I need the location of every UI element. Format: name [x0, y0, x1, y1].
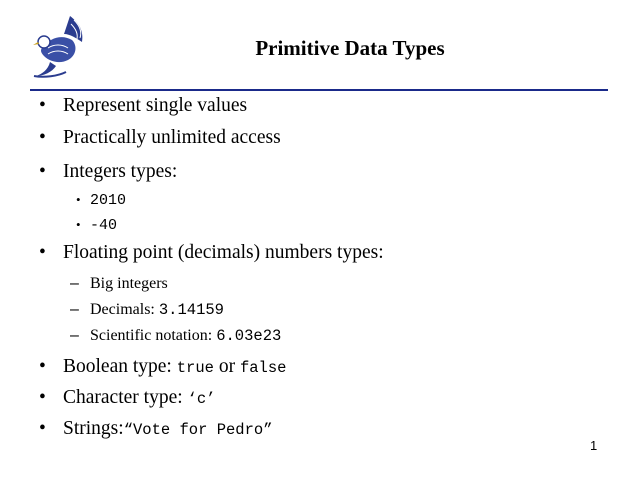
dash-icon: – — [70, 327, 79, 344]
bullet-label: Strings: — [63, 418, 124, 439]
code-value: 6.03e23 — [216, 327, 282, 345]
bullet-boolean-type — [39, 356, 286, 378]
code-value: ‘c’ — [187, 390, 216, 408]
sub-bullet-decimals — [70, 301, 224, 319]
bullet-dot-icon: • — [39, 161, 46, 182]
bullet-dot-icon: • — [39, 418, 46, 439]
code-value: -40 — [90, 217, 118, 234]
code-value: true — [176, 359, 214, 377]
bullet-label: Character type: — [63, 387, 183, 408]
bullet-dot-icon: • — [39, 95, 46, 116]
sub-bullet-minus-40 — [76, 216, 117, 234]
dash-icon: – — [70, 301, 79, 318]
bullet-floating-point — [39, 242, 384, 264]
bullet-dot-icon: • — [76, 217, 81, 232]
bullet-dot-icon: • — [39, 356, 46, 377]
sub-bullet-scientific — [70, 327, 281, 345]
title-divider — [30, 89, 608, 91]
page-number: 1 — [590, 438, 598, 453]
dash-icon: – — [70, 275, 79, 292]
sub-bullet-text: Big integers — [90, 275, 168, 292]
bullet-strings — [39, 418, 273, 440]
bullet-dot-icon: • — [39, 242, 46, 263]
bullet-integer-types — [39, 161, 177, 183]
code-value: “Vote for Pedro” — [123, 421, 273, 439]
slide-title: Primitive Data Types — [255, 36, 445, 60]
bullet-label: Boolean type: — [63, 356, 172, 377]
bullet-text: Integers types: — [63, 161, 178, 182]
bullet-text: Represent single values — [63, 95, 248, 116]
sub-bullet-big-integers — [70, 275, 168, 293]
sub-bullet-label: Scientific notation: — [90, 327, 213, 344]
bullet-text: or — [218, 356, 236, 377]
code-value: false — [239, 359, 287, 377]
bullet-unlimited-access — [39, 127, 281, 149]
sub-bullet-label: Decimals: — [90, 301, 155, 318]
bullet-text: Floating point (decimals) numbers types: — [63, 242, 384, 263]
code-value: 2010 — [90, 192, 127, 209]
bullet-dot-icon: • — [39, 387, 46, 408]
bullet-text: Practically unlimited access — [63, 127, 281, 148]
bullet-represent-single-values — [39, 95, 247, 117]
bullet-dot-icon: • — [76, 192, 81, 207]
sub-bullet-2010 — [76, 191, 126, 209]
code-value: 3.14159 — [158, 301, 224, 319]
bullet-character-type — [39, 387, 215, 409]
bullet-dot-icon: • — [39, 127, 46, 148]
